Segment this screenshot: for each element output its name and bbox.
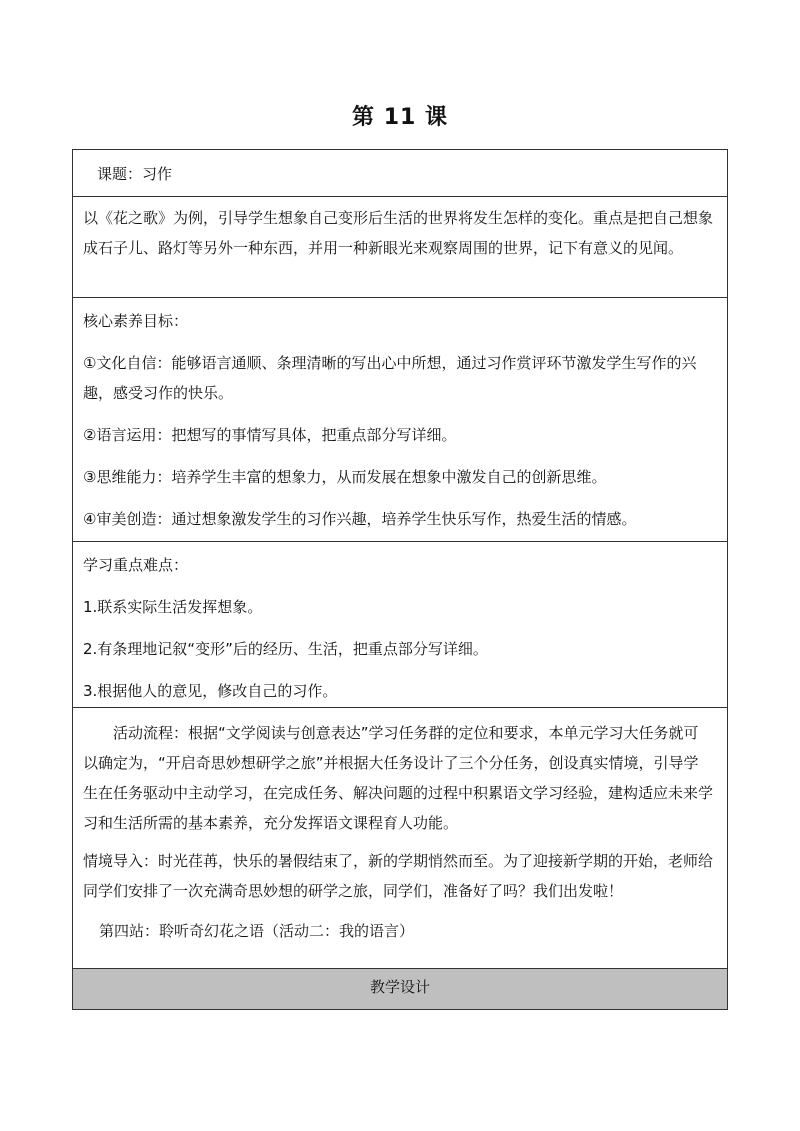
core-goals-cell — [73, 297, 727, 541]
goal-item: ③思维能力：培养学生丰富的想象力，从而发展在想象中激发自己的创新思维。 — [83, 468, 607, 486]
scene-intro-text: 情境导入：时光荏苒，快乐的暑假结束了，新的学期悄然而至。为了迎接新学期的开始，老师给同学们安排了一次充满奇思妙想的研学之旅，同学们，准备好了吗？我们出发啦！ — [83, 852, 714, 900]
goal-item: ①文化自信：能够语言通顺、条理清晰的写出心中所想，通过习作赏评环节激发学生写作的兴趣，感受习作的快乐。 — [83, 354, 697, 402]
topic-cell — [73, 150, 727, 196]
station-text: 第四站：聆听奇幻花之语（活动二：我的语言） — [99, 922, 415, 940]
intro-cell — [73, 196, 727, 297]
key-point-item: 1.联系实际生活发挥想象。 — [83, 598, 263, 616]
teaching-design-header — [73, 968, 727, 1009]
activity-cell — [73, 707, 727, 968]
page-title: 第 11 课 — [352, 105, 448, 130]
topic-text: 课题：习作 — [97, 165, 173, 183]
activity-process-text: 活动流程：根据“文学阅读与创意表达”学习任务群的定位和要求，本单元学习大任务就可以确定为，“开启奇思妙想研学之旅”并根据大任务设计了三个分任务，创设真实情境，引导学生在任务驱动中主动学习，在完成任务、解决问题的过程中积累语文学习经验，建构适应未来学习和生活所需的基本素养，充分发挥语文课程育人功能。 — [83, 724, 714, 832]
goal-item: ②语言运用：把想写的事情写具体，把重点部分写详细。 — [83, 426, 457, 444]
goal-item: ④审美创造：通过想象激发学生的习作兴趣，培养学生快乐写作，热爱生活的情感。 — [83, 510, 637, 528]
key-points-heading: 学习重点难点： — [83, 556, 189, 574]
key-point-item: 2.有条理地记叙“变形”后的经历、生活，把重点部分写详细。 — [83, 640, 488, 658]
intro-text: 以《花之歌》为例，引导学生想象自己变形后生活的世界将发生怎样的变化。重点是把自己想象成石子儿、路灯等另外一种东西，并用一种新眼光来观察周围的世界，记下有意义的见闻。 — [83, 209, 714, 257]
core-goals-heading: 核心素养目标： — [83, 312, 189, 330]
teaching-design-label: 教学设计 — [369, 978, 430, 996]
key-points-cell — [73, 541, 727, 707]
lesson-table — [72, 149, 728, 1010]
key-point-item: 3.根据他人的意见，修改自己的习作。 — [83, 682, 338, 700]
